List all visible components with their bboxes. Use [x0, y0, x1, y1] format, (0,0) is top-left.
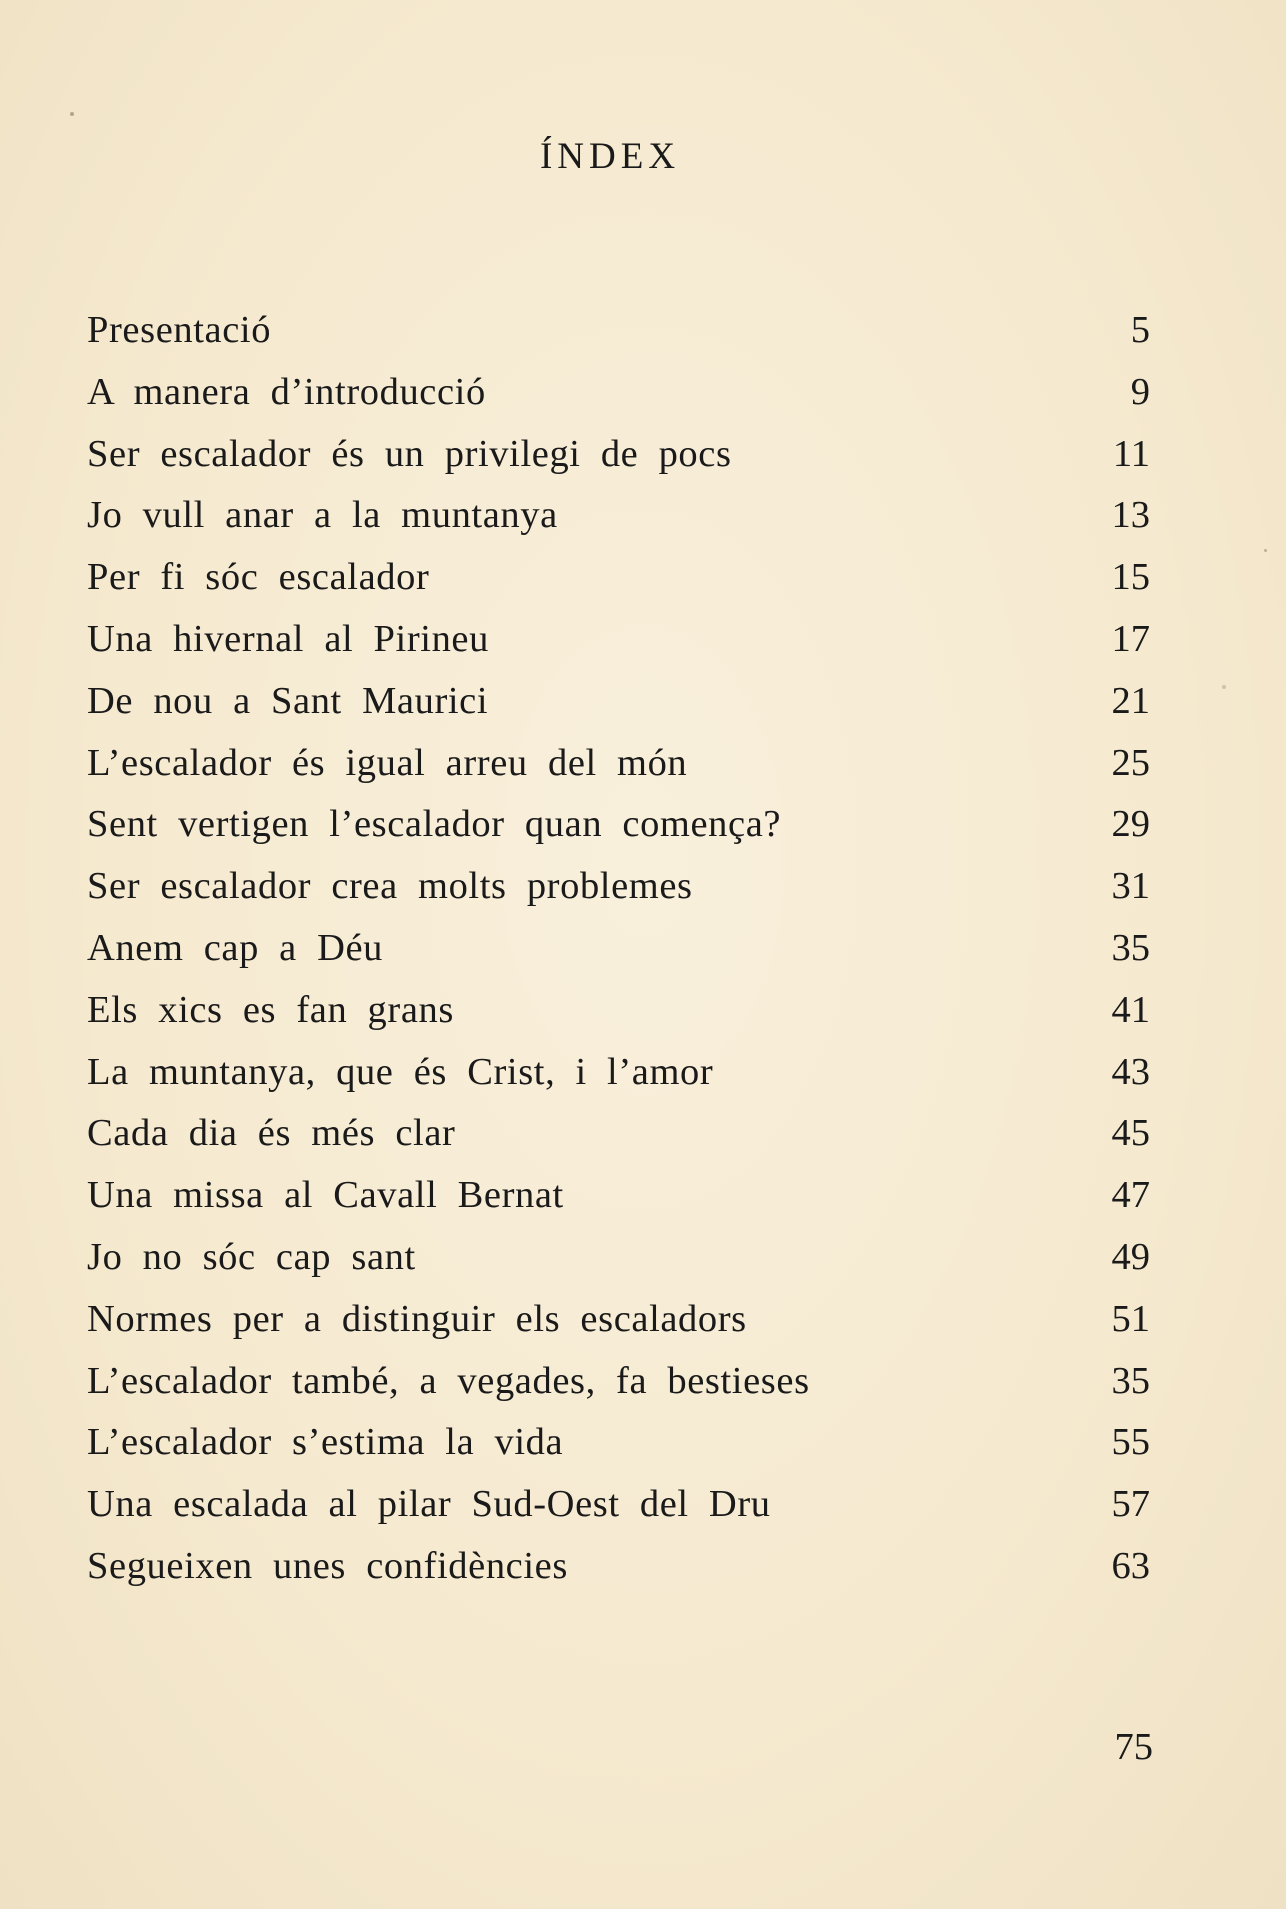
- toc-entry-title: Una missa al Cavall Bernat: [87, 1174, 564, 1217]
- toc-entry-page: 47: [1111, 1174, 1150, 1217]
- toc-entry-title: Presentació: [87, 309, 272, 351]
- toc-entry: [87, 856, 1150, 918]
- toc-entry-title: Normes per a distinguir els escaladors: [87, 1297, 747, 1340]
- toc-entry-title: Una escalada al pilar Sud-Oest del Dru: [87, 1483, 771, 1526]
- toc-entry-page: 35: [1111, 926, 1150, 969]
- toc-entry: [87, 1351, 1150, 1413]
- toc-entry: [87, 609, 1150, 671]
- toc-entry: [87, 733, 1150, 795]
- toc-entry: [87, 485, 1150, 547]
- paper-speck: [1264, 549, 1267, 552]
- toc-entry: [87, 1165, 1150, 1227]
- toc-entry: [87, 1289, 1150, 1351]
- toc-entry-page: 31: [1111, 865, 1150, 908]
- toc-entry: [87, 671, 1150, 733]
- toc-entry: [87, 1474, 1150, 1536]
- toc-entry-page: 45: [1111, 1112, 1150, 1155]
- toc-entry: [87, 300, 1150, 362]
- toc-entry-title: Anem cap a Déu: [87, 926, 384, 969]
- toc-entry-title: Ser escalador crea molts problemes: [87, 865, 693, 908]
- toc-entry-title: De nou a Sant Maurici: [87, 679, 489, 722]
- toc-entry-page: 13: [1111, 494, 1150, 537]
- toc-entry: [87, 1042, 1150, 1104]
- table-of-contents: [87, 300, 1150, 1598]
- toc-entry-title: Cada dia és més clar: [87, 1112, 456, 1155]
- toc-entry: [87, 1536, 1150, 1598]
- toc-entry-page: 41: [1111, 988, 1150, 1031]
- toc-entry-title: L’escalador és igual arreu del món: [87, 741, 688, 784]
- paper-speck: [1222, 685, 1226, 689]
- toc-entry: [87, 424, 1150, 486]
- toc-entry: [87, 1103, 1150, 1165]
- page-number: 75: [1114, 1726, 1153, 1768]
- toc-entry-page: 9: [1130, 370, 1150, 413]
- toc-entry-page: 5: [1130, 309, 1150, 351]
- toc-entry-title: La muntanya, que és Crist, i l’amor: [87, 1050, 714, 1093]
- index-heading: ÍNDEX: [539, 136, 681, 177]
- toc-entry: [87, 980, 1150, 1042]
- toc-entry-title: Ser escalador és un privilegi de pocs: [87, 432, 732, 475]
- toc-entry-page: 49: [1111, 1235, 1150, 1278]
- toc-entry-page: 35: [1111, 1359, 1150, 1402]
- toc-entry-page: 15: [1111, 556, 1150, 599]
- toc-entry-title: Els xics es fan grans: [87, 988, 454, 1031]
- toc-entry-page: 57: [1111, 1483, 1150, 1526]
- toc-entry-page: 21: [1111, 679, 1150, 722]
- toc-entry-page: 11: [1112, 432, 1150, 475]
- toc-entry-page: 51: [1111, 1297, 1150, 1340]
- toc-entry-page: 63: [1111, 1544, 1150, 1587]
- toc-entry-title: A manera d’introducció: [87, 370, 486, 413]
- paper-speck: [70, 112, 74, 116]
- toc-entry-page: 25: [1111, 741, 1150, 784]
- toc-entry-title: L’escalador s’estima la vida: [87, 1421, 564, 1464]
- toc-entry-title: Jo vull anar a la muntanya: [87, 494, 558, 537]
- toc-entry: [87, 547, 1150, 609]
- toc-entry-title: Segueixen unes confidències: [87, 1544, 568, 1587]
- toc-entry-title: Jo no sóc cap sant: [87, 1235, 416, 1278]
- toc-entry-title: Una hivernal al Pirineu: [87, 617, 489, 660]
- toc-entry-page: 43: [1111, 1050, 1150, 1093]
- toc-entry-page: 29: [1111, 803, 1150, 846]
- toc-entry-title: Sent vertigen l’escalador quan comença?: [87, 803, 782, 846]
- toc-entry: [87, 794, 1150, 856]
- toc-entry-page: 17: [1111, 617, 1150, 660]
- toc-entry-page: 55: [1111, 1421, 1150, 1464]
- toc-entry: [87, 1227, 1150, 1289]
- toc-entry: [87, 1412, 1150, 1474]
- toc-entry-title: L’escalador també, a vegades, fa bestieses: [87, 1359, 810, 1402]
- toc-entry: [87, 918, 1150, 980]
- toc-entry-title: Per fi sóc escalador: [87, 556, 430, 599]
- toc-entry: [87, 362, 1150, 424]
